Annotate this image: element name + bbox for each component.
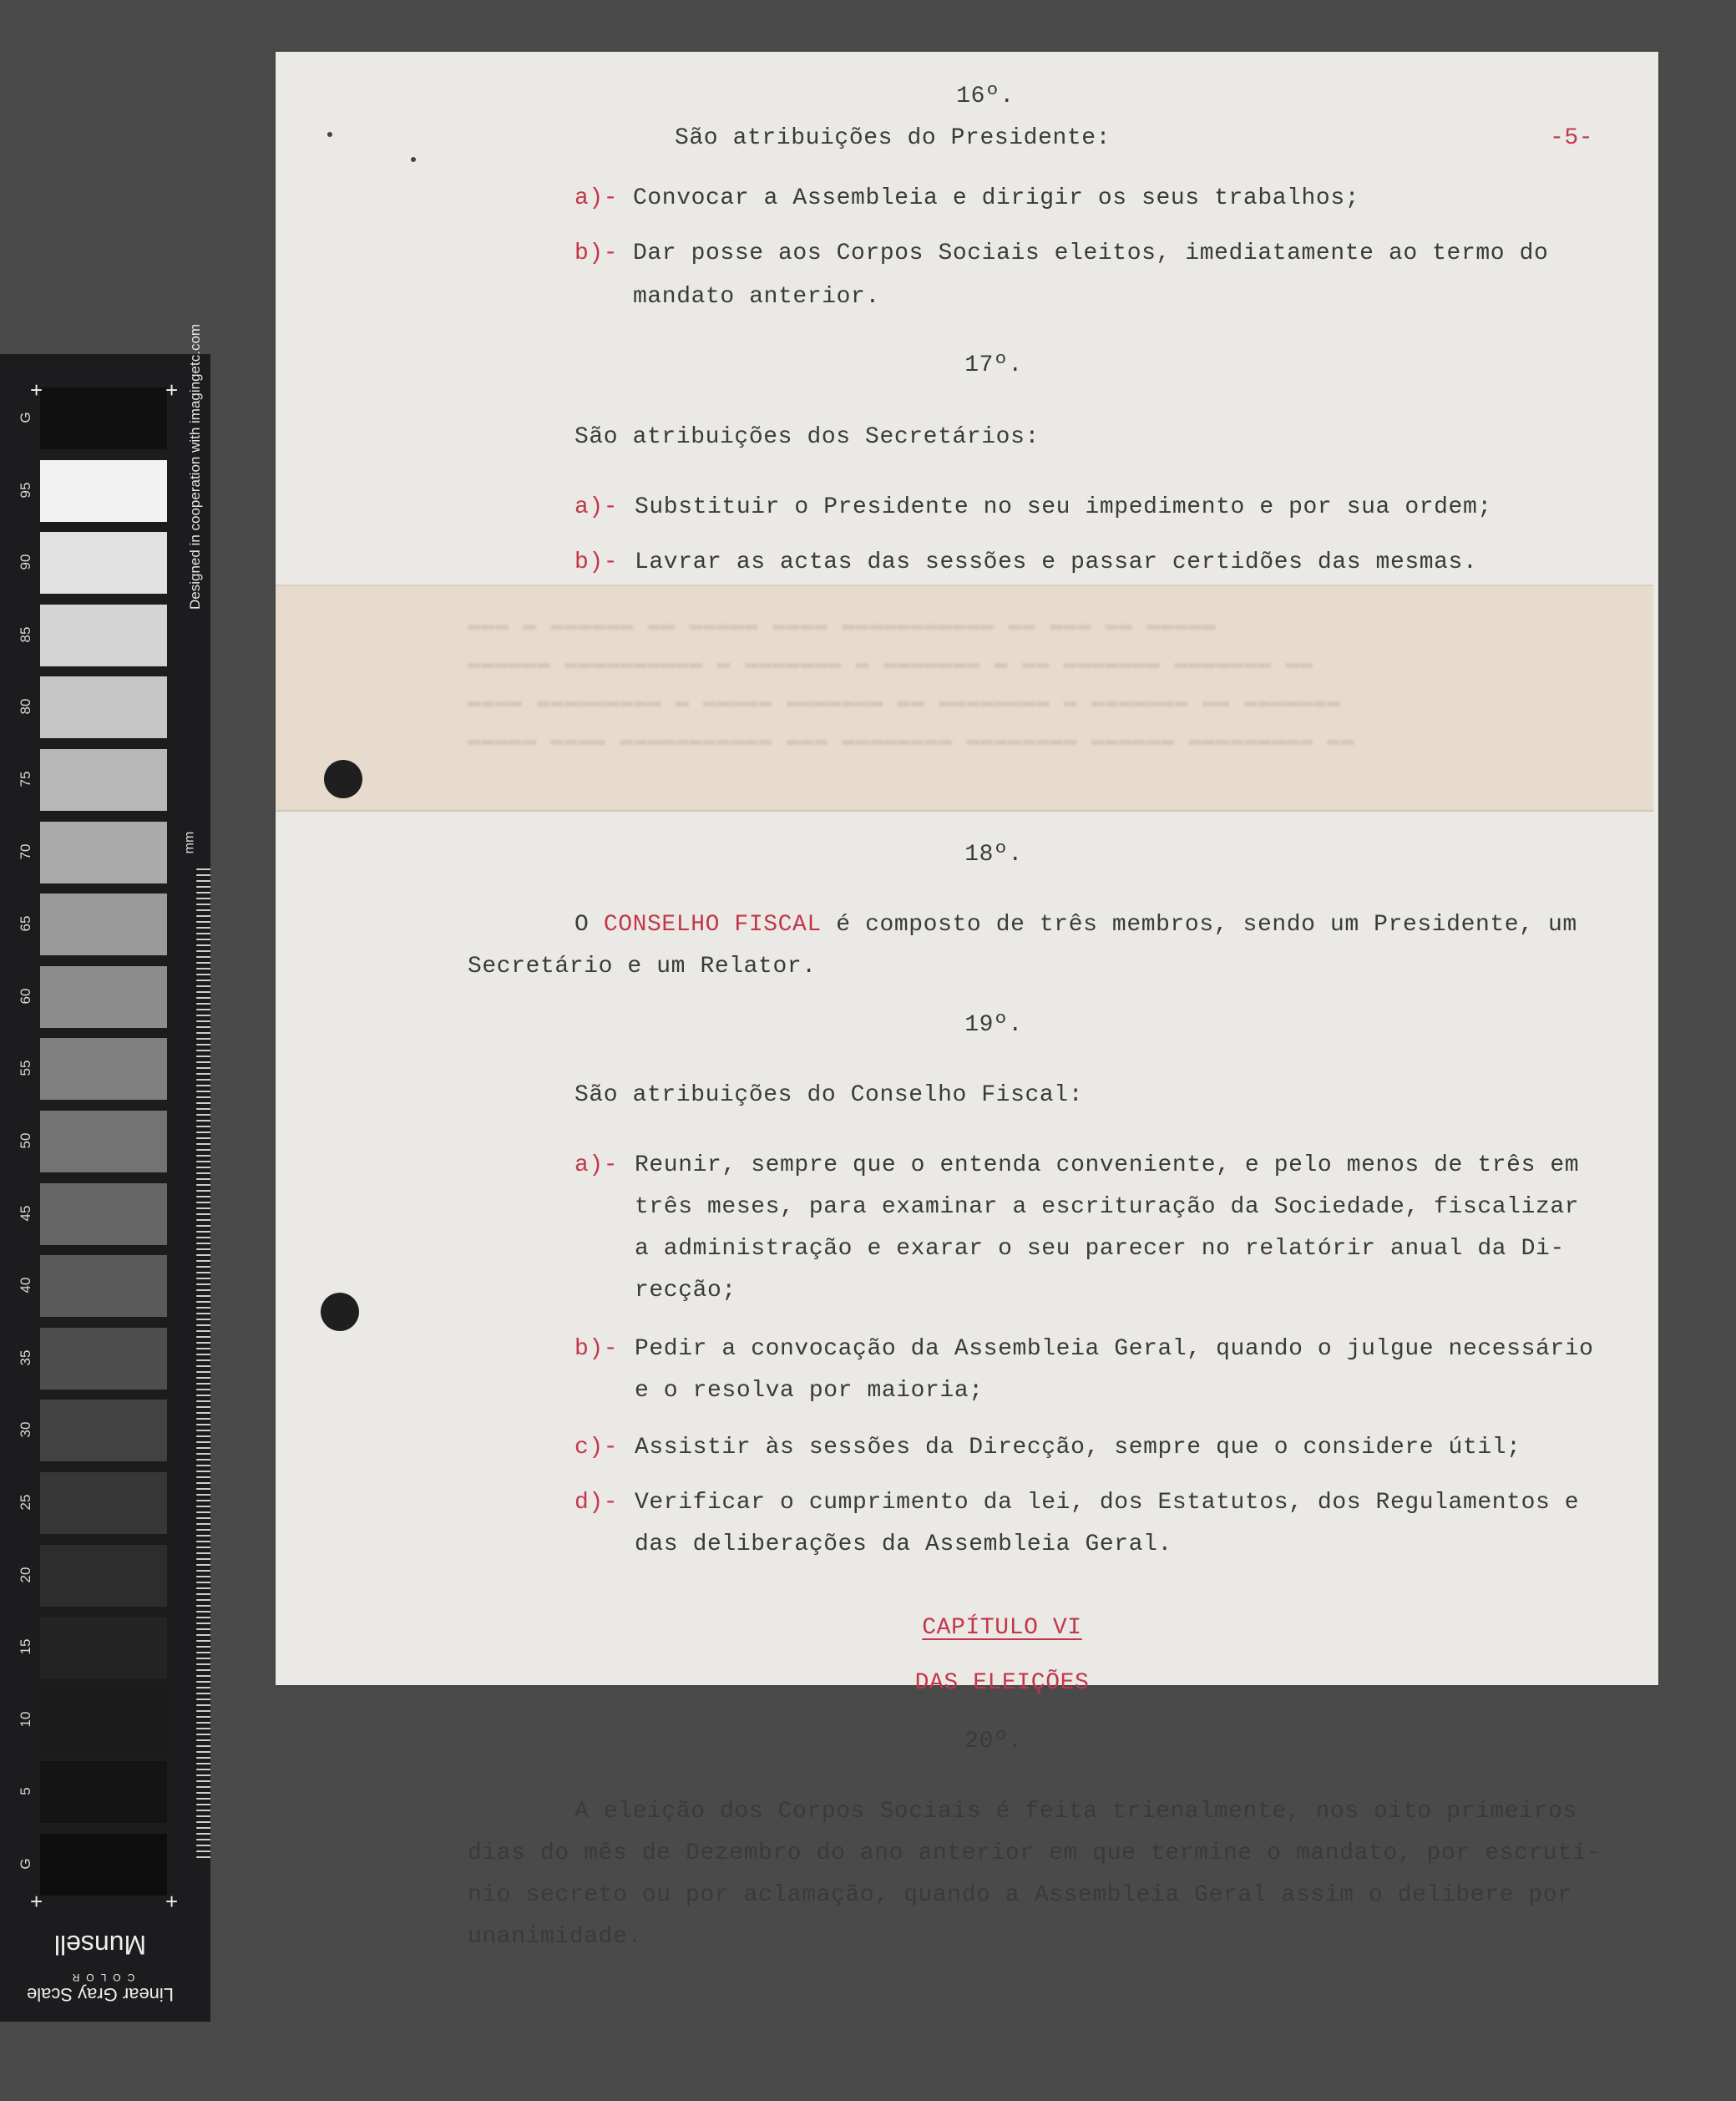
bleed-through-text: ▬▬▬ ▬ ▬▬▬▬▬▬ ▬▬ ▬▬▬▬▬ ▬▬▬▬ ▬▬▬▬▬▬▬▬▬▬▬ ▬▬ ▬▬▬ ▬▬ ▬▬▬▬▬ ▬▬▬▬▬▬ ▬▬▬▬▬▬▬▬▬▬ ▬ ▬▬▬▬▬▬▬ ▬ ▬▬▬▬▬▬▬ ▬ ▬▬ ▬▬▬▬▬▬▬ ▬▬▬▬▬▬▬ ▬▬ ▬▬▬▬ ▬▬▬▬▬▬▬▬▬ ▬ ▬▬▬▬▬ ▬▬▬▬▬▬▬ ▬▬ ▬▬▬▬▬▬▬▬ ▬ ▬▬▬▬▬▬▬ ▬▬ ▬▬▬▬▬▬▬ ▬▬▬▬▬ ▬▬▬▬ ▬▬▬▬▬▬▬▬▬▬▬ ▬▬▬ ▬▬▬▬▬▬▬▬ ▬▬▬▬▬▬▬▬ ▬▬▬▬▬▬ ▬▬▬▬▬▬▬▬▬ ▬▬ [468,612,1355,752]
article-18-prefix: O [574,912,604,938]
article-19-number: 19º. [964,1012,1023,1038]
item-text: Pedir a convocação da Assembleia Geral, quando o julgue necessário [635,1336,1594,1362]
gray-patch-label: 60 [18,988,33,1005]
page-number: -5- [1550,125,1594,151]
gray-patch [40,966,167,1028]
plus-mark: + [30,1889,43,1914]
item-text: Assistir às sessões da Direcção, sempre que o considere útil; [635,1435,1521,1461]
gray-patch-label: 10 [18,1711,33,1728]
item-text: Dar posse aos Corpos Sociais eleitos, imediatamente ao termo do [633,240,1549,266]
item-letter: d)- [574,1490,619,1516]
gray-patch [40,1111,167,1172]
gray-patch [40,894,167,955]
gray-patch-label: 45 [18,1205,33,1222]
gray-patch-label: 35 [18,1349,33,1366]
gray-patch [40,1400,167,1461]
item-letter: b)- [574,240,619,266]
plus-mark: + [165,1889,179,1914]
gray-patch [40,676,167,738]
item-letter: a)- [574,1152,619,1178]
gray-patch-label: 65 [18,915,33,932]
article-19-intro: São atribuições do Conselho Fiscal: [574,1082,1084,1108]
brand-sub: COLOR [65,1972,135,1983]
gray-patch-label: G [18,412,33,423]
gray-patch-label: 75 [18,771,33,787]
gray-patch-label: 95 [18,482,33,499]
brand-name: Munsell [53,1930,147,1960]
gray-patch [40,1545,167,1607]
gray-patch-label: 85 [18,626,33,643]
plus-mark: + [165,377,179,402]
item-text: e o resolva por maioria; [635,1378,984,1404]
punch-hole [321,1293,359,1331]
item-text: três meses, para examinar a escrituração da Sociedade, fiscalizar [635,1194,1580,1220]
gray-patch-label: 5 [18,1787,33,1796]
item-letter: b)- [574,1336,619,1362]
card-credit-text: Designed in cooperation with imagingetc.com [187,323,203,610]
gray-patch [40,605,167,666]
gray-scale-card [0,354,210,2022]
item-text: Verificar o cumprimento da lei, dos Estatutos, dos Regulamentos e [635,1490,1580,1516]
gray-patch-label: 50 [18,1132,33,1149]
gray-patch-label: 70 [18,843,33,860]
scale-name: Linear Gray Scale [26,1984,175,2005]
item-text: recção; [635,1278,736,1304]
gray-patch [40,1183,167,1245]
item-letter: c)- [574,1435,619,1461]
gray-patch-label: 15 [18,1638,33,1655]
article-17-number: 17º. [964,352,1023,378]
item-text: mandato anterior. [633,284,880,310]
punch-hole [324,760,362,798]
gray-patch [40,1617,167,1678]
gray-patch [40,1761,167,1823]
chapter-subtitle: DAS ELEIÇÕES [914,1670,1090,1696]
article-20-line: nio secreto ou por aclamação, quando a Assembleia Geral assim o delibere por [468,1882,1572,1908]
gray-patch [40,532,167,594]
conselho-fiscal-highlight: CONSELHO FISCAL [603,912,822,938]
gray-patch [40,387,167,449]
ink-speck [327,132,332,137]
item-text: das deliberações da Assembleia Geral. [635,1531,1172,1557]
article-16-intro: São atribuições do Presidente: [675,125,1111,151]
article-20-line: A eleição dos Corpos Sociais é feita trienalmente, nos oito primeiros [574,1799,1577,1825]
gray-patch [40,1328,167,1390]
item-letter: a)- [574,185,619,211]
ink-speck [411,157,416,162]
article-20-number: 20º. [964,1729,1023,1754]
item-text: Reunir, sempre que o entenda conveniente, e pelo menos de três em [635,1152,1580,1178]
article-16-number: 16º. [956,84,1015,109]
munsell-brand [25,1929,175,2005]
article-18-line2: Secretário e um Relator. [468,954,817,980]
gray-patch-label: 90 [18,554,33,570]
gray-patch-label: 55 [18,1060,33,1076]
ruler-unit-label: mm [182,831,197,854]
gray-patch [40,1689,167,1751]
gray-patch [40,1255,167,1317]
gray-patch-label: G [18,1858,33,1870]
item-text: a administração e exarar o seu parecer no relatórir anual da Di- [635,1236,1565,1262]
gray-patch-label: 20 [18,1567,33,1583]
gray-patch [40,749,167,811]
gray-patch [40,1472,167,1534]
item-letter: a)- [574,494,619,520]
chapter-title: CAPÍTULO VI [922,1615,1082,1641]
gray-patch [40,460,167,522]
plus-mark: + [30,377,43,402]
gray-patch-label: 25 [18,1494,33,1511]
gray-patch [40,822,167,883]
gray-patch-label: 80 [18,698,33,715]
article-18-number: 18º. [964,842,1023,868]
article-18-line1 [574,912,1577,938]
item-text: Lavrar as actas das sessões e passar certidões das mesmas. [635,549,1478,575]
article-18-suffix: é composto de três membros, sendo um Presidente, um [821,912,1577,938]
gray-patch [40,1834,167,1896]
gray-patch-label: 30 [18,1421,33,1438]
gray-patch-label: 40 [18,1277,33,1294]
item-text: Substituir o Presidente no seu impedimento e por sua ordem; [635,494,1492,520]
article-20-line: dias do mês de Dezembro do ano anterior em que termine o mandato, por escrutí- [468,1840,1602,1866]
article-20-line: unanimidade. [468,1924,642,1950]
item-letter: b)- [574,549,619,575]
article-17-intro: São atribuições dos Secretários: [574,424,1040,450]
gray-patch [40,1038,167,1100]
item-text: Convocar a Assembleia e dirigir os seus trabalhos; [633,185,1360,211]
